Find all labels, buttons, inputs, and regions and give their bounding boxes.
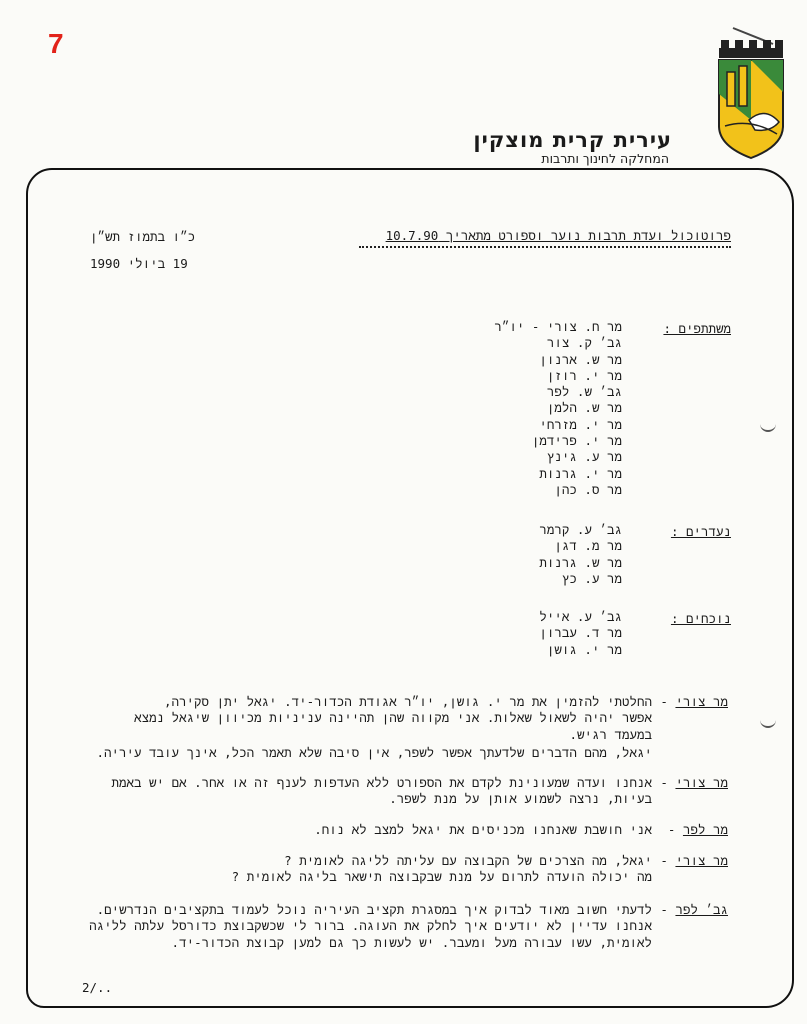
minute-entry: לדעתי חשוב מאוד לבדוק איך במסגרת תקציב העיריה נוכל לעמוד בתקציבים הנדרשים. אנחנו עדיין לא יודעים איך לחלק את העוגה. ברור לי שכשקבוצת כדורסל עלתה לליגה לאומית, עשו עבורה מעל ומעבר. יש לעשות כך גם למען קבוצת הכדור-יד. (89, 902, 652, 950)
list-item: מר ח. צורי - יו״ר (494, 319, 622, 334)
speaker-label: מר צורי - (660, 694, 728, 709)
binder-hole-mark (760, 414, 776, 432)
list-item: מר ש. הלמן (546, 400, 622, 416)
list-item: גב׳ ע. אייל (539, 609, 622, 624)
absent-list (539, 522, 622, 587)
list-item: מר י. גושן (546, 641, 622, 657)
title-underline (359, 246, 731, 248)
speaker-label: מר צורי - (660, 775, 728, 790)
list-item: גב׳ ע. קרמר (539, 522, 622, 537)
list-item: גב׳ ש. לפר (546, 384, 622, 400)
minute-entry: החלטתי להזמין את מר י. גושן, יו״ר אגודת הכדור-יד. יגאל יתן סקירה, אפשר יהיה לשאול שאלות. אני מקווה שהן תהיינה עניניות מכיוון שיגאל נמצא במעמד רגיש. יגאל, מהם הדברים שלדעתך אפשר לשפר, אין סיבה שלא תאמר הכל, אינך עובד עיריה. (96, 694, 652, 760)
participants-list (494, 319, 622, 498)
minute-entry: אנחנו ועדה שמעונינת לקדם את הספורט ללא העדפות לענף זה או אחר. אם יש באמת בעיות, נרצה לשמוע אותן על מנת לשפר. (111, 775, 652, 807)
city-crest-logo (715, 22, 787, 166)
list-item: מר ש. גרנות (539, 554, 622, 570)
date-gregorian: 19 ביולי 1990 (90, 256, 188, 271)
minute-entry: יגאל, מה הצרכים של הקבוצה עם עליתה לליגה לאומית ? מה יכולה הועדה לתרום על מנת שבקבוצה תישאר בליגה לאומית ? (231, 853, 652, 885)
organization-name: עירית קרית מוצקין (473, 128, 672, 152)
list-item: מר ד. עברון (539, 625, 622, 641)
list-item: מר ע. גינץ (546, 449, 622, 465)
department-name: המחלקה לחינוך ותרבות (541, 151, 669, 166)
list-item: מר י. גרנות (539, 465, 622, 481)
speaker-label: גב׳ לפר - (660, 902, 728, 917)
list-item: מר י. רוזן (546, 367, 622, 383)
absent-label: נעדרים : (670, 524, 731, 539)
list-item: מר י. פרידמן (531, 433, 622, 449)
minute-entry: אני חושבת שאנחנו מכניסים את יגאל למצב לא נוח. (314, 822, 652, 837)
document-title: פרוטוכול ועדת תרבות נוער וספורט מתאריך 10.7.90 (385, 228, 731, 243)
speaker-label: מר צורי - (660, 853, 728, 868)
list-item: מר י. מזרחי (539, 416, 622, 432)
present-label: נוכחים : (670, 611, 731, 626)
speaker-label: מר לפר - (667, 822, 728, 837)
present-list (539, 609, 622, 658)
list-item: מר ע. כץ (561, 570, 622, 586)
list-item: מר ש. ארנון (539, 351, 622, 367)
list-item: גב׳ ק. צור (546, 335, 622, 351)
page-number: 7 (48, 28, 64, 59)
continuation-marker: 2/.. (82, 980, 113, 995)
list-item: מר מ. דגן (554, 538, 622, 554)
date-hebrew: כ״ו בתמוז תש״ן (90, 229, 196, 244)
participants-label: משתתפים : (663, 321, 731, 336)
binder-hole-mark (760, 710, 776, 728)
list-item: מר ס. כהן (554, 481, 622, 497)
